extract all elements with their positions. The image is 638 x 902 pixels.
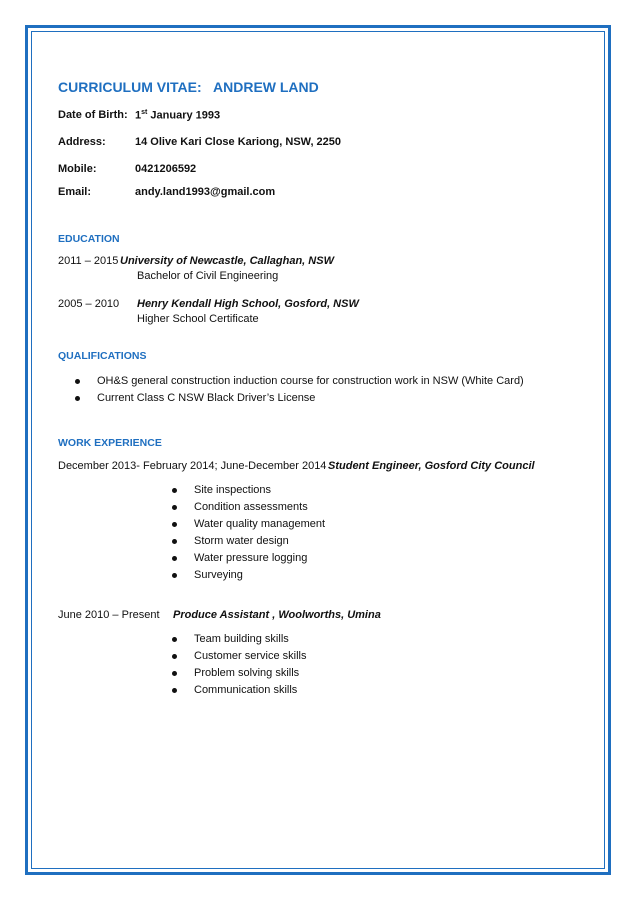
list-item: Communication skills	[172, 682, 306, 699]
candidate-name: ANDREW LAND	[213, 79, 319, 95]
education-years: 2011 – 2015	[58, 255, 119, 267]
bullet-icon	[172, 539, 177, 544]
bullet-icon	[75, 396, 80, 401]
cv-title-label: CURRICULUM VITAE:	[58, 79, 202, 95]
education-institution: University of Newcastle, Callaghan, NSW	[120, 255, 334, 267]
education-institution: Henry Kendall High School, Gosford, NSW	[137, 298, 359, 310]
work-experience-heading: WORK EXPERIENCE	[58, 437, 162, 449]
dob-label: Date of Birth:	[58, 109, 128, 121]
job-role: Produce Assistant , Woolworths, Umina	[173, 609, 381, 621]
mobile-value: 0421206592	[135, 163, 197, 175]
address-label: Address:	[58, 136, 106, 148]
email-label: Email:	[58, 186, 92, 198]
qualifications-list	[75, 373, 524, 407]
job-period: December 2013- February 2014; June-December 2014	[58, 460, 327, 472]
list-item: OH&S general construction induction course for construction work in NSW (White Card)	[75, 373, 524, 390]
list-item: Water pressure logging	[172, 550, 325, 567]
qualifications-heading: QUALIFICATIONS	[58, 350, 147, 362]
job-role: Student Engineer, Gosford City Council	[328, 460, 535, 472]
education-heading: EDUCATION	[58, 233, 120, 245]
list-item: Water quality management	[172, 516, 325, 533]
bullet-icon	[172, 637, 177, 642]
email-value: andy.land1993@gmail.com	[135, 186, 276, 198]
list-item: Problem solving skills	[172, 665, 306, 682]
dob-value: 1st January 1993	[135, 109, 221, 122]
bullet-icon	[172, 488, 177, 493]
education-award: Higher School Certificate	[137, 313, 259, 325]
list-item: Customer service skills	[172, 648, 306, 665]
list-item: Site inspections	[172, 482, 325, 499]
mobile-label: Mobile:	[58, 163, 97, 175]
bullet-icon	[172, 671, 177, 676]
job-period: June 2010 – Present	[58, 609, 160, 621]
bullet-icon	[172, 573, 177, 578]
list-item: Team building skills	[172, 631, 306, 648]
list-item: Surveying	[172, 567, 325, 584]
list-item: Current Class C NSW Black Driver’s License	[75, 390, 524, 407]
education-award: Bachelor of Civil Engineering	[137, 270, 279, 282]
address-value: 14 Olive Kari Close Kariong, NSW, 2250	[135, 136, 342, 148]
education-years: 2005 – 2010	[58, 298, 120, 310]
bullet-icon	[172, 556, 177, 561]
bullet-icon	[172, 522, 177, 527]
list-item: Storm water design	[172, 533, 325, 550]
job-duties-list	[172, 631, 306, 699]
page-border-inner	[31, 31, 605, 869]
list-item: Condition assessments	[172, 499, 325, 516]
bullet-icon	[172, 505, 177, 510]
bullet-icon	[172, 688, 177, 693]
bullet-icon	[172, 654, 177, 659]
bullet-icon	[75, 379, 80, 384]
job-duties-list	[172, 482, 325, 584]
